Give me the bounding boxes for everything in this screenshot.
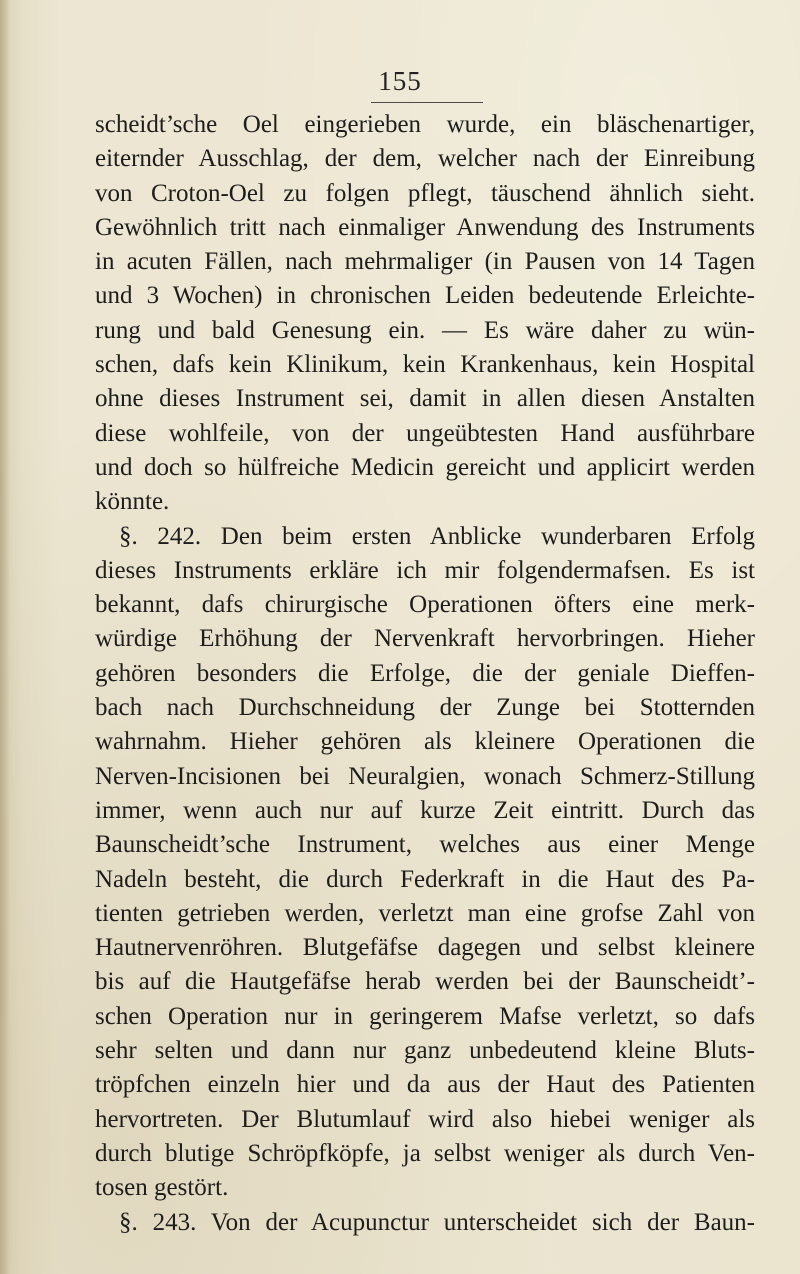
page-number: 155 (378, 66, 422, 96)
text-line: wahrnahm. Hieher gehören als kleinere Operationen die (95, 728, 755, 756)
text-line: ohne dieses Instrument sei, damit in allen diesen Anstalten (95, 385, 755, 413)
body-text (95, 108, 755, 1240)
text-line: sehr selten und dann nur ganz unbedeutend kleine Bluts- (95, 1037, 755, 1065)
text-line: immer, wenn auch nur auf kurze Zeit eintritt. Durch das (95, 796, 755, 824)
text-line: hervortreten. Der Blutumlauf wird also hiebei weniger als (95, 1105, 755, 1133)
page-binding-edge (0, 0, 10, 1274)
text-line: rung und bald Genesung ein. — Es wäre daher zu wün- (95, 316, 755, 344)
text-line: Nerven-Incisionen bei Neuralgien, wonach Schmerz-Stillung (95, 762, 755, 790)
text-line: und doch so hülfreiche Medicin gereicht und applicirt werden (95, 453, 755, 481)
text-line: würdige Erhöhung der Nervenkraft hervorbringen. Hieher (95, 625, 755, 653)
section-243-start: §. 243. Von der Acupunctur unterscheidet sich der Baun- (119, 1208, 755, 1236)
text-line: könnte. (95, 488, 170, 516)
text-line: tienten getrieben werden, verletzt man eine grofse Zahl von (95, 899, 755, 927)
text-line: bekannt, dafs chirurgische Operationen öfters eine merk- (95, 591, 755, 619)
section-242-start: §. 242. Den beim ersten Anblicke wunderbaren Erfolg (119, 522, 755, 550)
text-line: tröpfchen einzeln hier und da aus der Haut des Patienten (95, 1071, 755, 1099)
text-line: durch blutige Schröpfköpfe, ja selbst weniger als durch Ven- (95, 1139, 755, 1167)
text-line: bach nach Durchschneidung der Zunge bei Stotternden (95, 694, 755, 722)
text-line: diese wohlfeile, von der ungeübtesten Hand ausführbare (95, 419, 755, 447)
text-line: bis auf die Hautgefäfse herab werden bei der Baunscheidt’- (95, 968, 755, 996)
text-line: von Croton-Oel zu folgen pflegt, täuschend ähnlich sieht. (95, 179, 755, 207)
text-line: Hautnervenröhren. Blutgefäfse dagegen und selbst kleinere (95, 934, 755, 962)
text-line: schen, dafs kein Klinikum, kein Krankenhaus, kein Hospital (95, 351, 755, 379)
text-line: dieses Instruments erkläre ich mir folgendermafsen. Es ist (95, 556, 755, 584)
text-line: Gewöhnlich tritt nach einmaliger Anwendung des Instruments (95, 213, 755, 241)
text-line: scheidt’sche Oel eingerieben wurde, ein bläschenartiger, (95, 111, 755, 138)
text-line: tosen gestört. (95, 1174, 229, 1202)
text-line: gehören besonders die Erfolge, die der geniale Dieffen- (95, 659, 755, 687)
text-line: Nadeln besteht, die durch Federkraft in die Haut des Pa- (95, 865, 755, 893)
text-line: in acuten Fällen, nach mehrmaliger (in Pausen von 14 Tagen (95, 248, 755, 276)
text-line: eiternder Ausschlag, der dem, welcher nach der Einreibung (95, 145, 755, 173)
text-line: und 3 Wochen) in chronischen Leiden bedeutende Erleichte- (95, 282, 755, 310)
page-number-rule (371, 102, 483, 103)
text-line: Baunscheidt’sche Instrument, welches aus einer Menge (95, 831, 755, 859)
text-line: schen Operation nur in geringerem Mafse verletzt, so dafs (95, 1002, 755, 1030)
